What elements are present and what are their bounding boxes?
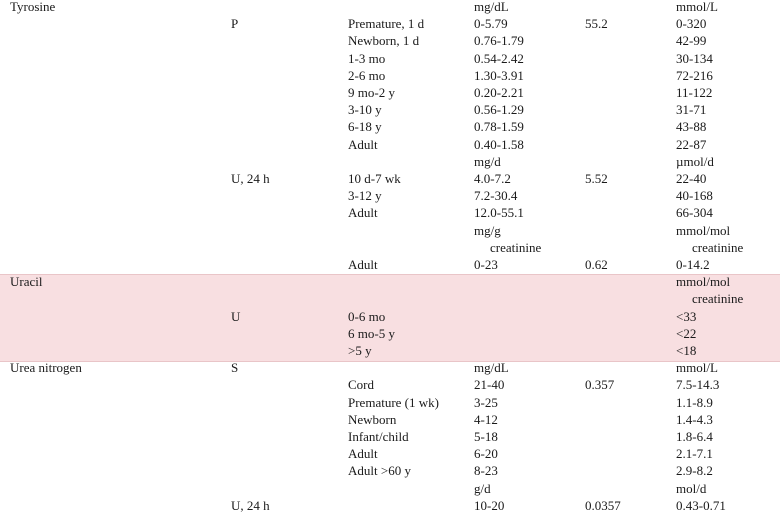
si-range-cell: 31-71 [676,102,707,118]
reference-group-cell: Adult >60 y [348,463,411,479]
conventional-range-cell: 10-20 [474,497,505,513]
si-range-cell: 1.1-8.9 [676,394,713,410]
table-row [0,325,780,342]
reference-group-cell: 1-3 mo [348,50,386,66]
specimen-cell: U, 24 h [231,497,270,513]
conversion-factor-cell: 0.357 [585,377,615,393]
conventional-range-cell: 3-25 [474,394,498,410]
table-row [0,170,780,187]
si-range-cell: 2.9-8.2 [676,463,713,479]
test-name: Tyrosine [10,0,56,14]
table-row [0,101,780,118]
conventional-range-cell: g/d [474,480,491,496]
specimen-cell: P [231,16,239,32]
si-range-cell: 1.4-4.3 [676,411,713,427]
si-range-cell: <33 [676,308,697,324]
table-row [0,222,780,239]
conventional-range-cell: 1.30-3.91 [474,67,524,83]
reference-group-cell: 9 mo-2 y [348,85,395,100]
reference-group-cell: Infant/child [348,429,409,444]
reference-group-cell: Adult [348,136,378,152]
table-row [0,204,780,221]
conventional-range-cell: 4-12 [474,411,498,427]
conversion-factor-cell: 5.52 [585,171,608,186]
reference-group-cell: 3-10 y [348,102,382,118]
table-row [0,445,780,462]
reference-group-cell: 6-18 y [348,119,382,135]
table-row [0,359,780,376]
table-row [0,187,780,204]
table-row [0,50,780,67]
table-row [0,32,780,49]
si-range-cell: 30-134 [676,50,713,66]
table-row [0,84,780,101]
conversion-factor-cell: 0.62 [585,257,608,272]
conventional-range-cell: mg/dL [474,0,509,14]
si-range-cell: 22-87 [676,136,707,152]
table-row [0,67,780,84]
specimen-cell: U, 24 h [231,171,270,186]
reference-group-cell: Adult [348,446,378,462]
reference-group-cell: 10 d-7 wk [348,171,401,186]
conventional-range-cell: 0.54-2.42 [474,50,524,66]
test-name: Uracil [10,274,43,290]
si-range-cell: µmol/d [676,153,714,169]
si-range-cell: 22-40 [676,171,707,186]
reference-group-cell: 0-6 mo [348,308,386,324]
conventional-range-cell: 0.56-1.29 [474,102,524,118]
table-row [0,497,780,514]
conventional-range-cell: mg/dL [474,360,509,376]
table-row [0,376,780,393]
conversion-factor-cell: 0.0357 [585,497,621,513]
table-row [0,136,780,153]
reference-group-cell: 3-12 y [348,188,382,204]
conventional-range-cell: mg/d [474,153,501,169]
table-row [0,290,780,307]
conventional-range-cell: 21-40 [474,377,505,393]
si-range-cell: creatinine [692,239,744,255]
conventional-range-cell: 0.40-1.58 [474,136,524,152]
si-range-cell: mmol/L [676,0,718,14]
table-row [0,411,780,428]
conventional-range-cell: 0.76-1.79 [474,33,524,49]
conventional-range-cell: 8-23 [474,463,498,479]
table-row [0,273,780,290]
si-range-cell: mol/d [676,480,707,496]
si-range-cell: 72-216 [676,67,713,83]
test-name: Urea nitrogen [10,360,82,376]
reference-group-cell: Newborn [348,411,397,427]
conventional-range-cell: 7.2-30.4 [474,188,518,204]
table-row [0,342,780,359]
table-row [0,308,780,325]
specimen-cell: S [231,360,239,376]
conversion-factor-cell: 55.2 [585,16,608,32]
table-row [0,428,780,445]
si-range-cell: 40-168 [676,188,713,204]
reference-group-cell: Premature (1 wk) [348,394,439,410]
reference-group-cell: Premature, 1 d [348,16,425,32]
si-range-cell: <18 [676,343,697,358]
reference-group-cell: 6 mo-5 y [348,325,395,341]
reference-group-cell: Cord [348,377,374,393]
si-range-cell: mmol/mol [676,274,731,290]
specimen-cell: U [231,308,241,324]
si-range-cell: 0.43-0.71 [676,497,726,513]
conventional-range-cell: 0-23 [474,257,498,272]
conventional-range-cell: 12.0-55.1 [474,205,524,221]
table-row [0,256,780,273]
si-range-cell: 11-122 [676,85,713,100]
si-range-cell: mmol/L [676,360,718,376]
conventional-range-cell: 4.0-7.2 [474,171,511,186]
si-range-cell: 66-304 [676,205,713,221]
si-range-cell: <22 [676,325,697,341]
table-row [0,394,780,411]
conventional-range-cell: creatinine [490,239,542,255]
table-row [0,239,780,256]
si-range-cell: 0-14.2 [676,257,710,272]
conventional-range-cell: 0.20-2.21 [474,85,524,100]
si-range-cell: 0-320 [676,16,707,32]
si-range-cell: 43-88 [676,119,707,135]
conventional-range-cell: 5-18 [474,429,498,444]
si-range-cell: 7.5-14.3 [676,377,720,393]
table-row [0,480,780,497]
table-row [0,118,780,135]
si-range-cell: creatinine [692,291,744,307]
reference-group-cell: Newborn, 1 d [348,33,420,49]
table-row [0,0,780,15]
table-row [0,15,780,32]
conventional-range-cell: 0.78-1.59 [474,119,524,135]
reference-group-cell: >5 y [348,343,372,358]
reference-group-cell: 2-6 mo [348,67,386,83]
si-range-cell: 2.1-7.1 [676,446,713,462]
conventional-range-cell: mg/g [474,222,501,238]
reference-group-cell: Adult [348,205,378,221]
reference-group-cell: Adult [348,257,378,272]
conventional-range-cell: 6-20 [474,446,498,462]
table-row [0,153,780,170]
table-row [0,462,780,479]
si-range-cell: 42-99 [676,33,707,49]
si-range-cell: mmol/mol [676,222,731,238]
si-range-cell: 1.8-6.4 [676,429,713,444]
conventional-range-cell: 0-5.79 [474,16,508,32]
